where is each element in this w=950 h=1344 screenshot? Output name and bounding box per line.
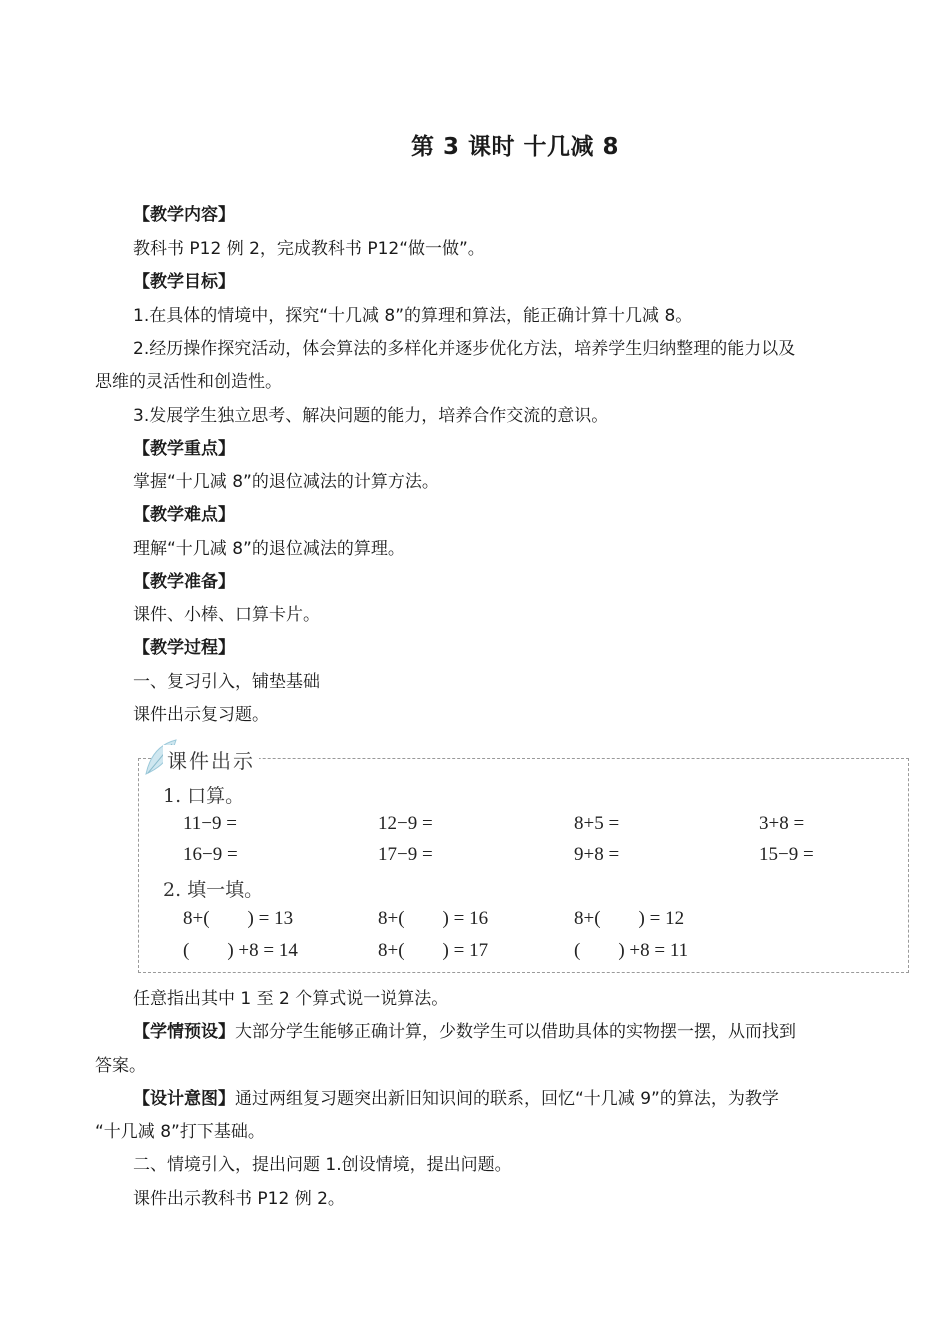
step-1-text: 课件出示复习题。 [133,705,269,725]
section-heading-key: 【教学重点】 [133,439,235,459]
fill-item: 8+( ) = 13 [183,908,294,929]
goal-2-line-1: 2.经历操作探究活动，体会算法的多样化并逐步优化方法，培养学生归纳整理的能力以及 [133,339,796,359]
difficulty-text: 理解“十几减 8”的退位减法的算理。 [133,539,405,559]
calc-item: 9+8 = [574,844,620,865]
intent-text: 通过两组复习题突出新旧知识间的联系，回忆“十几减 9”的算法，为教学 [235,1089,779,1109]
calc-item: 3+8 = [759,813,805,834]
preset-line-1 [133,1020,796,1044]
step-1-title: 一、复习引入，铺垫基础 [133,672,320,692]
calc-item: 8+5 = [574,813,620,834]
calc-item: 11−9 = [183,813,237,834]
courseware-tag: 课件出示 [163,745,259,774]
section-heading-preparation: 【教学准备】 [133,572,235,592]
after-box-text: 任意指出其中 1 至 2 个算式说一说算法。 [133,989,449,1009]
fill-item: ( ) +8 = 14 [183,940,298,961]
question-2-label: 2. 填一填。 [163,879,264,901]
goal-2-line-2: 思维的灵活性和创造性。 [95,372,282,392]
calc-item: 15−9 = [759,844,814,865]
preset-text: 大部分学生能够正确计算，少数学生可以借助具体的实物摆一摆，从而找到 [235,1022,796,1042]
preset-line-2: 答案。 [95,1056,146,1076]
step-2-title: 二、情境引入，提出问题 1.创设情境，提出问题。 [133,1155,512,1175]
goal-1: 1.在具体的情境中，探究“十几减 8”的算理和算法，能正确计算十几减 8。 [133,306,693,326]
intent-line-2: “十几减 8”打下基础。 [95,1122,265,1142]
goal-3: 3.发展学生独立思考、解决问题的能力，培养合作交流的意识。 [133,406,609,426]
preset-heading: 【学情预设】 [133,1022,235,1042]
section-heading-difficulty: 【教学难点】 [133,505,235,525]
step-2-text: 课件出示教科书 P12 例 2。 [133,1189,345,1209]
calc-item: 17−9 = [378,844,433,865]
key-text: 掌握“十几减 8”的退位减法的计算方法。 [133,472,439,492]
fill-item: 8+( ) = 17 [378,940,489,961]
intent-line-1 [133,1087,779,1111]
fill-item: 8+( ) = 16 [378,908,489,929]
section-heading-goals: 【教学目标】 [133,272,235,292]
intent-heading: 【设计意图】 [133,1089,235,1109]
preparation-text: 课件、小棒、口算卡片。 [133,605,320,625]
calc-item: 12−9 = [378,813,433,834]
calc-item: 16−9 = [183,844,238,865]
content-text: 教科书 P12 例 2，完成教科书 P12“做一做”。 [133,239,485,259]
fill-item: 8+( ) = 12 [574,908,685,929]
page-title: 第 3 课时 十几减 8 [410,134,620,160]
question-1-label: 1. 口算。 [163,785,245,807]
section-heading-content: 【教学内容】 [133,205,235,225]
section-heading-process: 【教学过程】 [133,638,235,658]
fill-item: ( ) +8 = 11 [574,940,689,961]
